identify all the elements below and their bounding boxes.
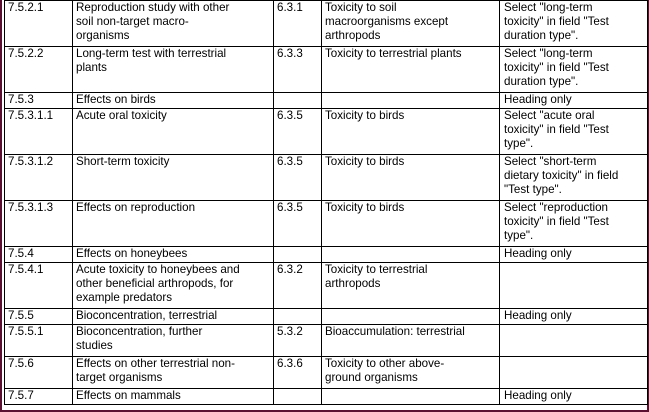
section-number-cell: 7.5.2.1 <box>5 1 73 47</box>
table-row <box>5 309 648 325</box>
section-number-cell: 7.5.4.1 <box>5 263 73 309</box>
section-number-cell: 7.5.2.2 <box>5 47 73 93</box>
remark-cell <box>500 325 648 357</box>
study-title-cell: Effects on reproduction <box>73 201 274 247</box>
section-number-cell: 7.5.3.1.3 <box>5 201 73 247</box>
table-body <box>5 1 648 405</box>
mapping-table <box>4 0 648 405</box>
remark-cell: Select "long-term toxicity" in field "Test duration type". <box>500 47 648 93</box>
endpoint-cell: Toxicity to terrestrial arthropods <box>322 263 500 309</box>
table-row <box>5 1 648 47</box>
endpoint-cell: Toxicity to birds <box>322 109 500 155</box>
reference-number-cell: 6.3.3 <box>274 47 322 93</box>
reference-number-cell: 6.3.2 <box>274 263 322 309</box>
remark-cell: Heading only <box>500 247 648 263</box>
endpoint-cell <box>322 309 500 325</box>
study-title-cell: Short-term toxicity <box>73 155 274 201</box>
reference-number-cell: 5.3.2 <box>274 325 322 357</box>
study-title-cell: Bioconcentration, further studies <box>73 325 274 357</box>
reference-number-cell: 6.3.6 <box>274 357 322 389</box>
reference-number-cell <box>274 389 322 405</box>
table-row <box>5 357 648 389</box>
study-title-cell: Bioconcentration, terrestrial <box>73 309 274 325</box>
section-number-cell: 7.5.3.1.2 <box>5 155 73 201</box>
endpoint-cell <box>322 389 500 405</box>
endpoint-cell: Toxicity to birds <box>322 155 500 201</box>
study-title-cell: Effects on birds <box>73 93 274 109</box>
remark-cell: Heading only <box>500 389 648 405</box>
study-title-cell: Effects on other terrestrial non- target organisms <box>73 357 274 389</box>
study-title-cell: Long-term test with terrestrial plants <box>73 47 274 93</box>
remark-cell: Select "acute oral toxicity" in field "Test type". <box>500 109 648 155</box>
endpoint-cell: Bioaccumulation: terrestrial <box>322 325 500 357</box>
reference-number-cell: 6.3.5 <box>274 201 322 247</box>
remark-cell: Heading only <box>500 93 648 109</box>
endpoint-cell: Toxicity to other above- ground organisms <box>322 357 500 389</box>
study-title-cell: Effects on honeybees <box>73 247 274 263</box>
remark-cell: Select "long-term toxicity" in field "Test duration type". <box>500 1 648 47</box>
endpoint-cell: Toxicity to terrestrial plants <box>322 47 500 93</box>
reference-number-cell: 6.3.1 <box>274 1 322 47</box>
reference-number-cell: 6.3.5 <box>274 109 322 155</box>
study-title-cell: Acute toxicity to honeybees and other beneficial arthropods, for example predators <box>73 263 274 309</box>
table-row <box>5 201 648 247</box>
reference-number-cell <box>274 309 322 325</box>
remark-cell <box>500 263 648 309</box>
study-title-cell: Reproduction study with other soil non-target macro- organisms <box>73 1 274 47</box>
reference-number-cell: 6.3.5 <box>274 155 322 201</box>
remark-cell: Select "short-term dietary toxicity" in field "Test type". <box>500 155 648 201</box>
section-number-cell: 7.5.7 <box>5 389 73 405</box>
endpoint-cell: Toxicity to birds <box>322 201 500 247</box>
reference-number-cell <box>274 247 322 263</box>
section-number-cell: 7.5.5 <box>5 309 73 325</box>
table-row <box>5 93 648 109</box>
table-row <box>5 325 648 357</box>
section-number-cell: 7.5.3.1.1 <box>5 109 73 155</box>
table-row <box>5 155 648 201</box>
study-title-cell: Effects on mammals <box>73 389 274 405</box>
table-row <box>5 247 648 263</box>
endpoint-cell <box>322 93 500 109</box>
section-number-cell: 7.5.3 <box>5 93 73 109</box>
table-row <box>5 389 648 405</box>
study-title-cell: Acute oral toxicity <box>73 109 274 155</box>
reference-number-cell <box>274 93 322 109</box>
section-number-cell: 7.5.6 <box>5 357 73 389</box>
section-number-cell: 7.5.4 <box>5 247 73 263</box>
endpoint-cell: Toxicity to soil macroorganisms except arthropods <box>322 1 500 47</box>
table-row <box>5 263 648 309</box>
remark-cell <box>500 357 648 389</box>
remark-cell: Select "reproduction toxicity" in field "Test type". <box>500 201 648 247</box>
section-number-cell: 7.5.5.1 <box>5 325 73 357</box>
remark-cell: Heading only <box>500 309 648 325</box>
endpoint-cell <box>322 247 500 263</box>
table-row <box>5 47 648 93</box>
table-row <box>5 109 648 155</box>
